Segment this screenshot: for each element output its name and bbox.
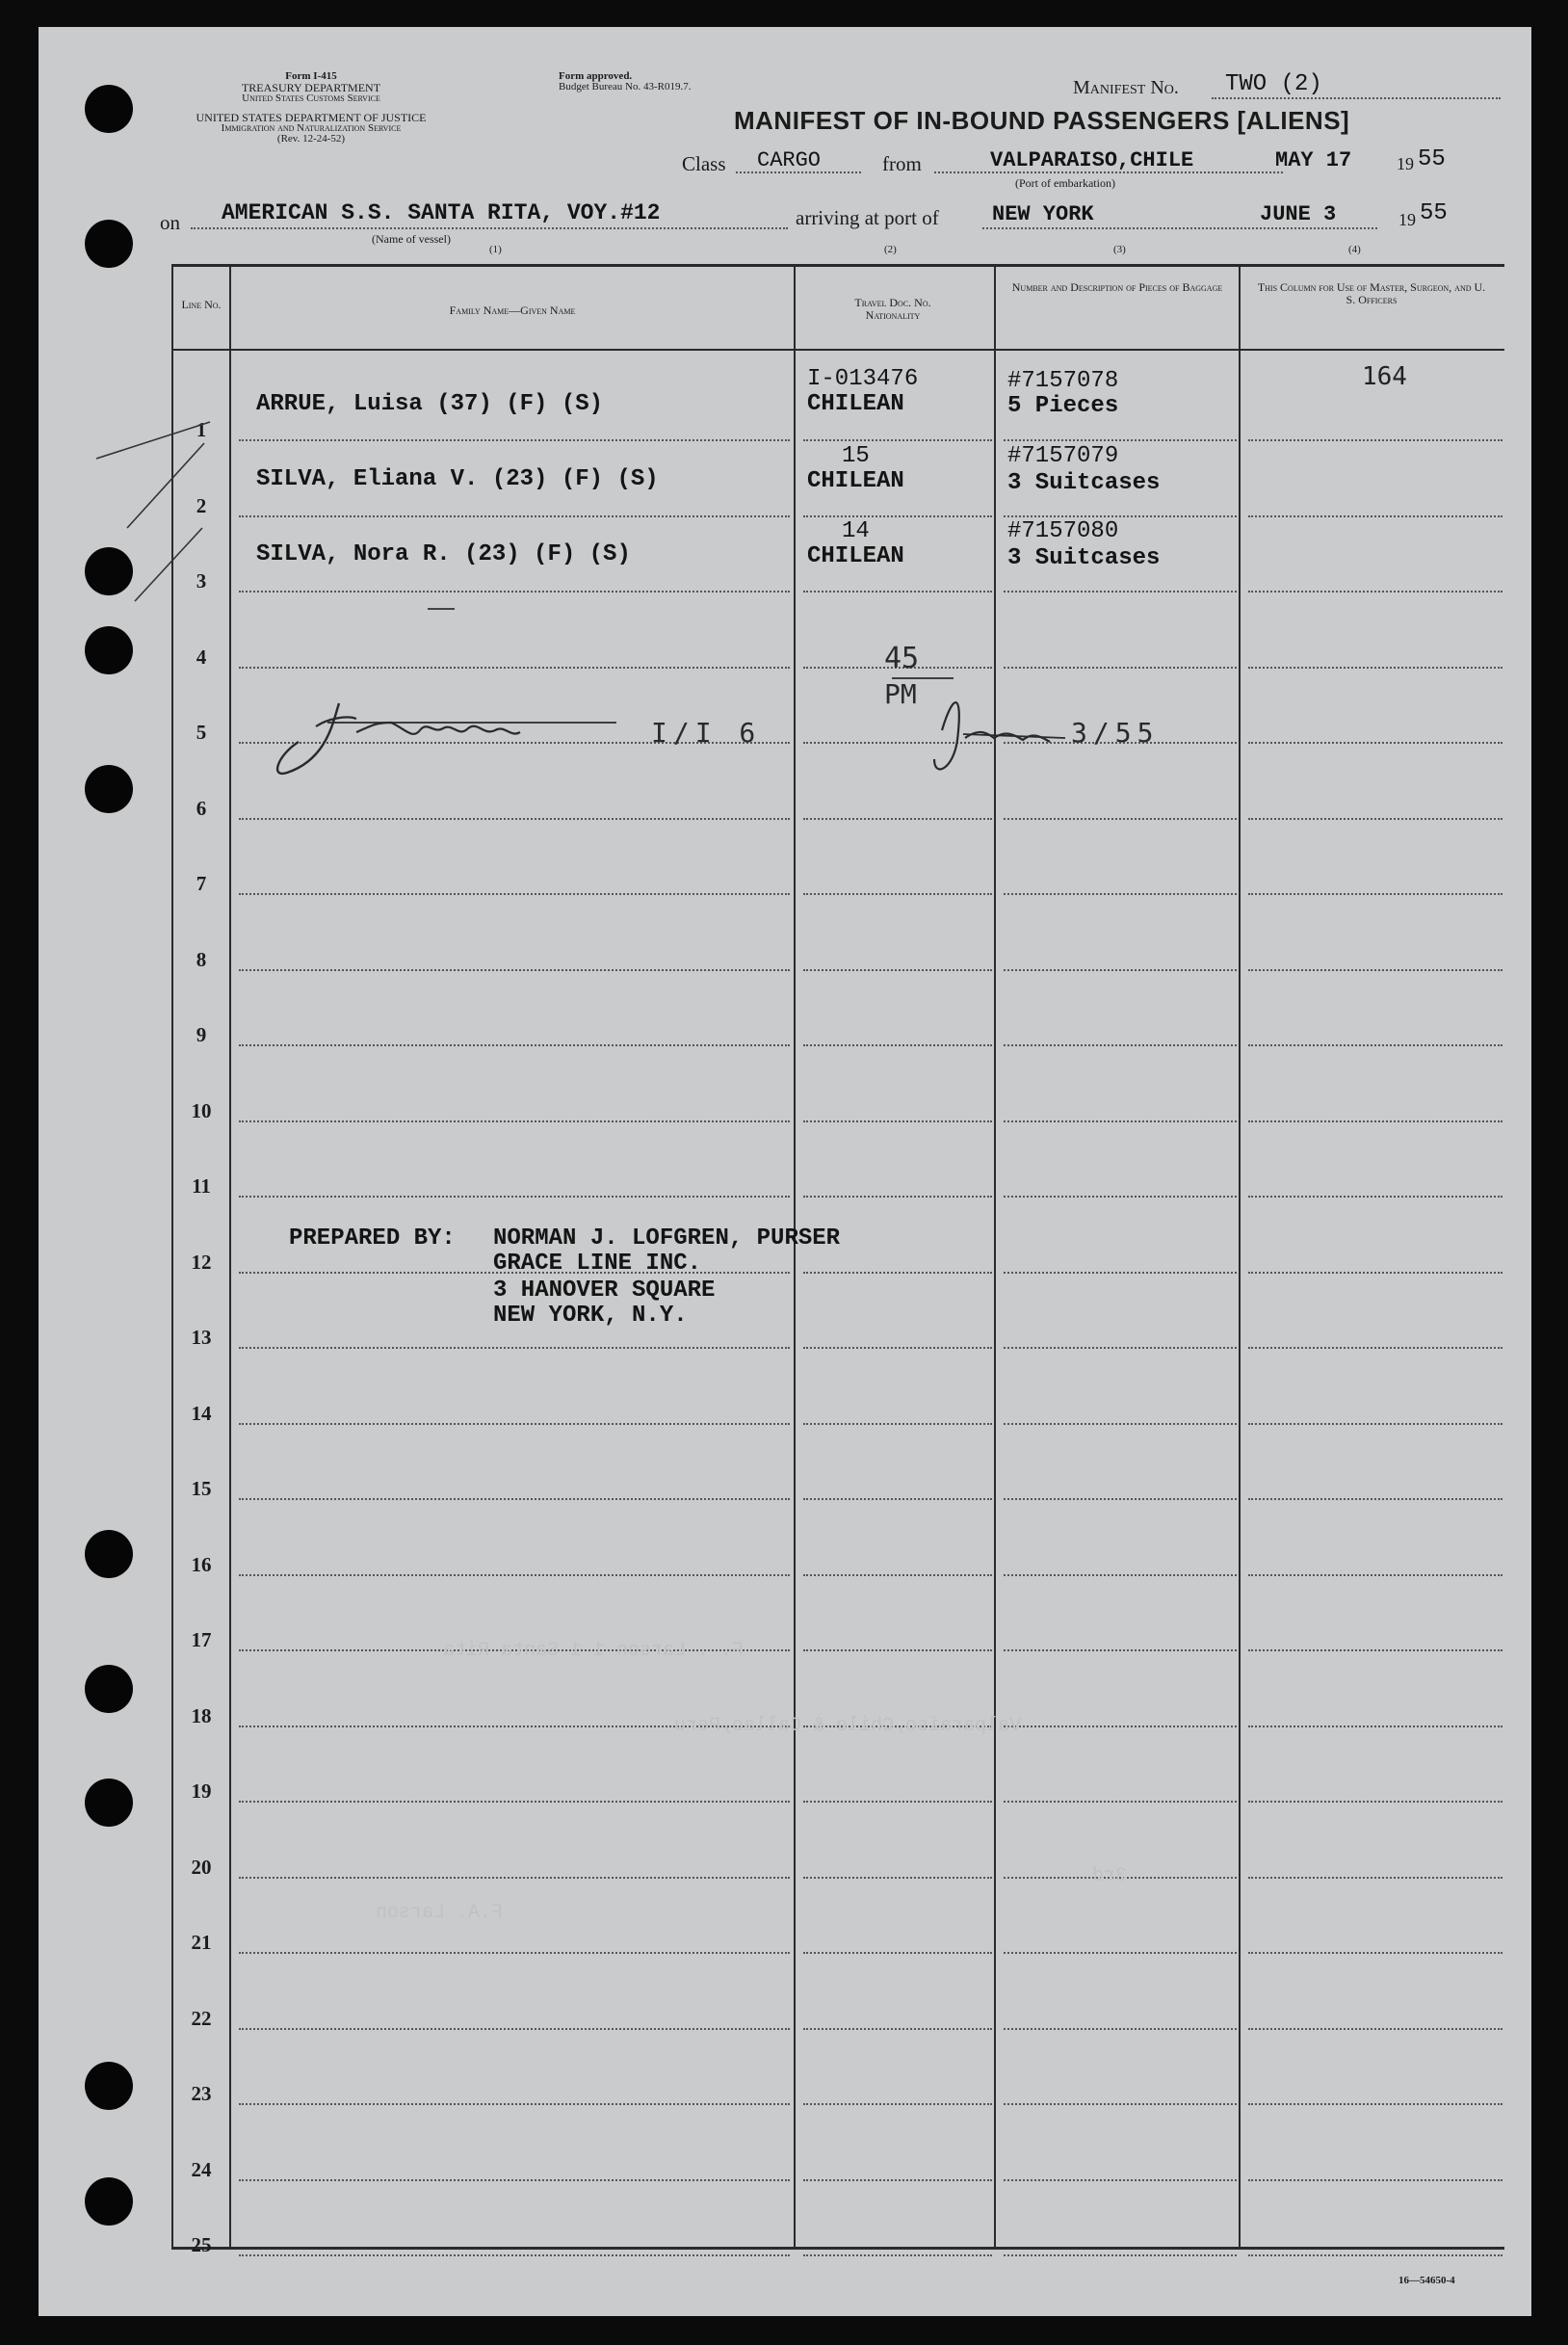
signature-strokes — [356, 723, 520, 734]
column-number-2: (2) — [884, 244, 897, 255]
column-number-3: (3) — [1113, 244, 1126, 255]
arrival-year: 55 — [1420, 200, 1448, 226]
check-mark-stroke — [96, 422, 210, 459]
passenger-3-name: SILVA, Nora R. (23) (F) (S) — [256, 541, 631, 567]
immigration-service: Immigration and Naturalization Service — [221, 122, 402, 134]
column-number-1: (1) — [489, 244, 502, 255]
class-value: CARGO — [757, 148, 822, 172]
passenger-2-doc: 15 — [842, 443, 870, 469]
date-month-stroke — [934, 702, 959, 769]
header-family-name: Family Name—Given Name — [449, 303, 576, 317]
line-number: 14 — [191, 1401, 212, 1425]
manifest-title: MANIFEST OF IN-BOUND PASSENGERS [ALIENS] — [734, 106, 1350, 135]
passenger-2-nationality: CHILEAN — [807, 468, 904, 494]
line-number: 11 — [192, 1174, 211, 1198]
justice-dept: UNITED STATES DEPARTMENT OF JUSTICE — [196, 111, 427, 124]
time-minutes: 45 — [884, 642, 920, 675]
rev-date: (Rev. 12-24-52) — [276, 133, 346, 145]
line-number: 25 — [191, 2233, 212, 2256]
print-code: 16—54650-4 — [1398, 2275, 1455, 2286]
prepared-by-company: GRACE LINE INC. — [493, 1251, 702, 1277]
line-number: 5 — [196, 721, 207, 744]
arriving-label: arriving at port of — [796, 206, 939, 229]
arrival-port: NEW YORK — [992, 202, 1094, 226]
line-number: 17 — [191, 1628, 212, 1651]
check-mark-stroke — [127, 443, 204, 528]
passenger-1-officer-note: 164 — [1362, 362, 1407, 391]
handwriting-layer — [39, 27, 1531, 2316]
prepared-by-name: NORMAN J. LOFGREN, PURSER — [493, 1225, 841, 1252]
line-number: 4 — [196, 645, 207, 669]
budget-bureau: Budget Bureau No. 43-R019.7. — [559, 81, 692, 92]
line-number: 6 — [196, 796, 207, 820]
manifest-page — [39, 27, 1531, 2316]
from-label: from — [882, 152, 922, 175]
passenger-1-doc: I-013476 — [807, 366, 919, 392]
signature-initial-stroke — [277, 703, 339, 774]
passenger-2-baggage-desc: 3 Suitcases — [1007, 470, 1161, 496]
passenger-1-baggage-desc: 5 Pieces — [1007, 393, 1119, 419]
inspection-note: I/I 6 — [651, 717, 762, 749]
line-number: 15 — [191, 1477, 212, 1500]
passenger-1-name: ARRUE, Luisa (37) (F) (S) — [256, 391, 604, 417]
header-travel-doc: Travel Doc. No. Nationality — [854, 296, 931, 322]
passenger-3-doc: 14 — [842, 518, 870, 544]
line-number: 2 — [196, 493, 207, 517]
treasury-dept: TREASURY DEPARTMENT — [241, 81, 381, 94]
on-label: on — [160, 211, 180, 234]
inspection-date: 3/55 — [1071, 717, 1160, 749]
line-number: 8 — [196, 947, 207, 971]
line-number: 3 — [196, 569, 207, 593]
time-meridiem: PM — [884, 678, 917, 710]
arrival-date: JUNE 3 — [1260, 202, 1337, 226]
embarkation-date: MAY 17 — [1275, 148, 1352, 172]
line-number: 19 — [191, 1779, 212, 1803]
bleed-through-text: 3rd — [1092, 1865, 1128, 1887]
line-number: 18 — [191, 1703, 212, 1727]
header-line-no: Line No. — [181, 298, 222, 311]
prepared-by-address: 3 HANOVER SQUARE — [493, 1278, 716, 1304]
customs-service: United States Customs Service — [242, 92, 380, 104]
passenger-2-name: SILVA, Eliana V. (23) (F) (S) — [256, 466, 659, 492]
passenger-3-nationality: CHILEAN — [807, 543, 904, 569]
line-number: 22 — [191, 2006, 212, 2030]
passenger-1-baggage-no: #7157078 — [1007, 368, 1119, 394]
form-number: Form I-415 — [285, 70, 337, 82]
line-number: 21 — [191, 1931, 212, 1954]
embarkation-port: VALPARAISO,CHILE — [990, 148, 1194, 172]
vessel-caption: (Name of vessel) — [372, 232, 451, 246]
arrival-year-prefix: 19 — [1398, 210, 1416, 229]
bleed-through-text: F.A. Larson — [376, 1902, 504, 1924]
header-baggage: Number and Description of Pieces of Baggage — [1011, 280, 1223, 294]
line-number: 13 — [191, 1326, 212, 1349]
line-number: 20 — [191, 1855, 212, 1879]
vessel-name: AMERICAN S.S. SANTA RITA, VOY.#12 — [222, 200, 661, 225]
line-number: 16 — [191, 1552, 212, 1576]
passenger-3-baggage-no: #7157080 — [1007, 518, 1119, 544]
bleed-through-text: F. . Larson 1 1 Santa Rita — [443, 1640, 745, 1662]
prepared-by-city: NEW YORK, N.Y. — [493, 1303, 688, 1329]
embarkation-year: 55 — [1418, 146, 1446, 172]
line-number: 1 — [196, 418, 207, 441]
passenger-1-nationality: CHILEAN — [807, 391, 904, 417]
line-number: 10 — [191, 1098, 212, 1122]
column-number-4: (4) — [1348, 244, 1361, 255]
check-mark-stroke — [135, 528, 202, 601]
prepared-by-label: PREPARED BY: — [289, 1225, 456, 1252]
line-number: 24 — [191, 2157, 212, 2181]
line-number: 9 — [196, 1023, 207, 1046]
header-officers-use: This Column for Use of Master, Surgeon, and U. S. Officers — [1257, 280, 1486, 306]
passenger-2-baggage-no: #7157079 — [1007, 443, 1119, 469]
bleed-through-text: Valparaiso,Chile & Callao,Peru — [674, 1715, 1022, 1737]
line-number: 12 — [191, 1250, 212, 1274]
line-number: 7 — [196, 872, 207, 895]
line-number: 23 — [191, 2082, 212, 2105]
manifest-number-label: Manifest No. — [1073, 77, 1179, 98]
form-approved: Form approved. — [559, 70, 633, 82]
port-embarkation-caption: (Port of embarkation) — [1015, 176, 1115, 190]
embarkation-year-prefix: 19 — [1397, 154, 1414, 173]
class-label: Class — [682, 152, 726, 175]
passenger-3-baggage-desc: 3 Suitcases — [1007, 545, 1161, 571]
manifest-number: TWO (2) — [1225, 71, 1322, 97]
